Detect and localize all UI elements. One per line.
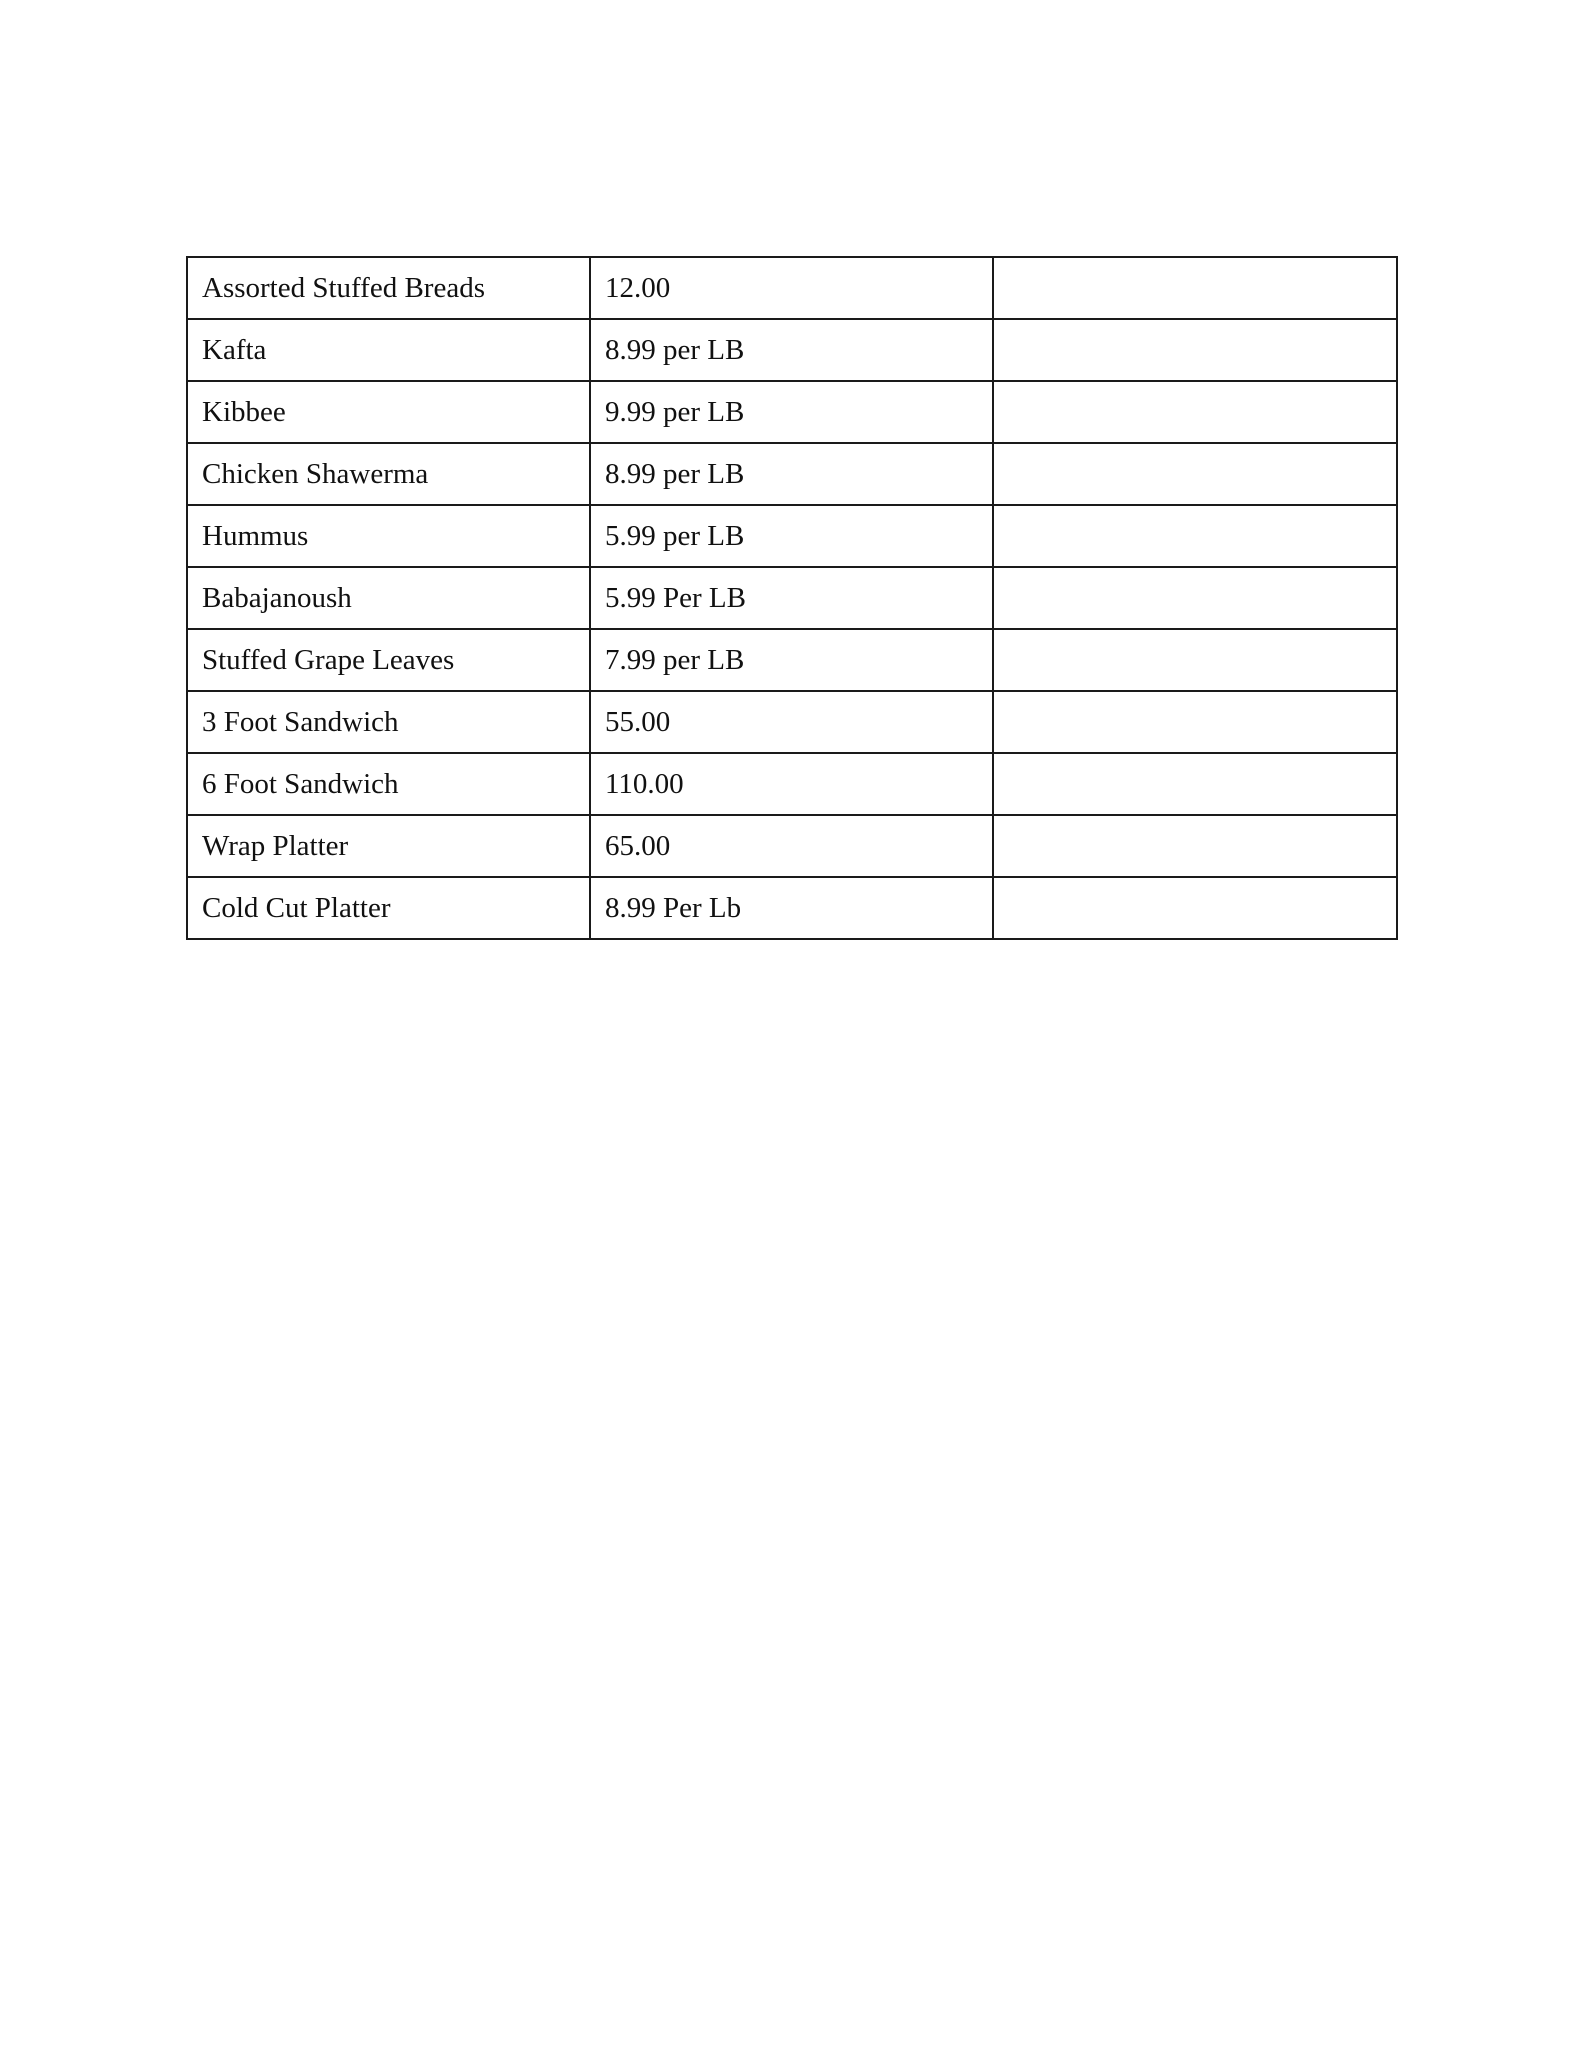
table-row [187,691,1397,753]
empty-cell [993,753,1397,815]
item-name-cell: 6 Foot Sandwich [187,753,590,815]
item-name-cell: Kibbee [187,381,590,443]
empty-cell [993,567,1397,629]
table-row [187,381,1397,443]
item-price-cell: 8.99 per LB [590,443,993,505]
item-name-cell: Stuffed Grape Leaves [187,629,590,691]
table-row [187,567,1397,629]
empty-cell [993,443,1397,505]
table-row [187,753,1397,815]
table-row [187,319,1397,381]
item-name-cell: Assorted Stuffed Breads [187,257,590,319]
price-table [186,256,1398,940]
empty-cell [993,629,1397,691]
item-price-cell: 65.00 [590,815,993,877]
table-row [187,629,1397,691]
item-name-cell: 3 Foot Sandwich [187,691,590,753]
empty-cell [993,877,1397,939]
empty-cell [993,691,1397,753]
table-row [187,815,1397,877]
table-row [187,877,1397,939]
item-price-cell: 5.99 per LB [590,505,993,567]
item-price-cell: 55.00 [590,691,993,753]
empty-cell [993,381,1397,443]
item-name-cell: Wrap Platter [187,815,590,877]
empty-cell [993,257,1397,319]
empty-cell [993,815,1397,877]
item-name-cell: Chicken Shawerma [187,443,590,505]
item-name-cell: Cold Cut Platter [187,877,590,939]
item-name-cell: Kafta [187,319,590,381]
item-name-cell: Babajanoush [187,567,590,629]
item-price-cell: 12.00 [590,257,993,319]
table-row [187,257,1397,319]
item-price-cell: 7.99 per LB [590,629,993,691]
item-price-cell: 8.99 Per Lb [590,877,993,939]
empty-cell [993,505,1397,567]
item-price-cell: 110.00 [590,753,993,815]
table-row [187,443,1397,505]
item-price-cell: 9.99 per LB [590,381,993,443]
item-name-cell: Hummus [187,505,590,567]
item-price-cell: 5.99 Per LB [590,567,993,629]
table-row [187,505,1397,567]
item-price-cell: 8.99 per LB [590,319,993,381]
empty-cell [993,319,1397,381]
